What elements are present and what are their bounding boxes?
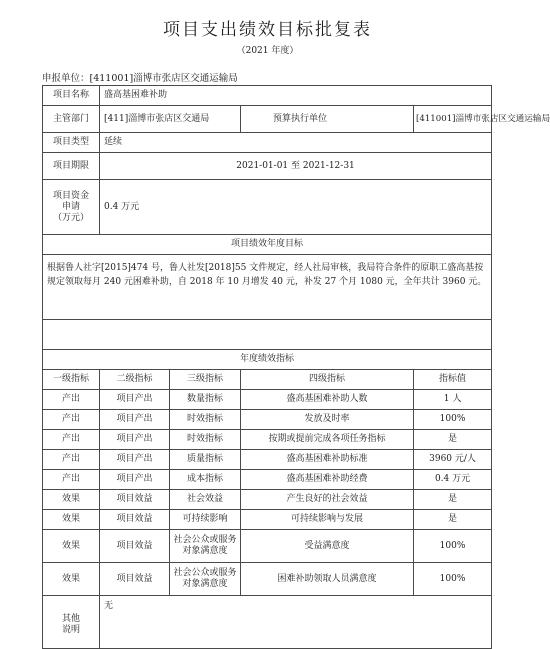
cell-l1: 产出 bbox=[43, 410, 100, 430]
cell-l4: 盛高基困难补助标准 bbox=[241, 450, 414, 470]
table-row bbox=[43, 390, 492, 410]
cell-l2: 项目产出 bbox=[100, 430, 170, 450]
cell-l1: 效果 bbox=[43, 510, 100, 530]
cell-l3: 时效指标 bbox=[170, 410, 241, 430]
cell-value: 100% bbox=[414, 410, 492, 430]
cell-value: 是 bbox=[414, 490, 492, 510]
table-row bbox=[43, 430, 492, 450]
type-value: 延续 bbox=[100, 133, 492, 153]
cell-l1: 产出 bbox=[43, 450, 100, 470]
document-title: 项目支出绩效目标批复表 bbox=[163, 20, 372, 40]
row-project-name bbox=[43, 86, 492, 106]
applicant-line bbox=[42, 70, 238, 84]
type-label: 项目类型 bbox=[43, 133, 100, 153]
column-header-l2: 二级指标 bbox=[100, 370, 170, 390]
cell-l2: 项目效益 bbox=[100, 510, 170, 530]
funding-label-line-3: （万元） bbox=[52, 212, 89, 223]
cell-l1: 产出 bbox=[43, 390, 100, 410]
cell-l1: 产出 bbox=[43, 430, 100, 450]
cell-l1: 效果 bbox=[43, 530, 100, 563]
row-indicators-heading bbox=[43, 350, 492, 370]
row-other-notes bbox=[43, 596, 492, 649]
dept-label: 主管部门 bbox=[43, 106, 100, 133]
cell-l3: 社会效益 bbox=[170, 490, 241, 510]
dept-value: [411]淄博市张店区交通局 bbox=[100, 106, 241, 133]
row-indicators-header bbox=[43, 370, 492, 390]
row-spacer bbox=[43, 320, 492, 350]
notes-label bbox=[43, 596, 100, 649]
funding-label-line-2: 申请 bbox=[61, 201, 80, 212]
blank-cell bbox=[43, 320, 492, 350]
indicators-heading: 年度绩效指标 bbox=[43, 350, 492, 370]
period-value: 2021-01-01 至 2021-12-31 bbox=[100, 153, 492, 180]
table-row bbox=[43, 410, 492, 430]
cell-l1: 效果 bbox=[43, 490, 100, 510]
document-year: （2021 年度） bbox=[236, 46, 299, 56]
cell-l4: 盛高基困难补助人数 bbox=[241, 390, 414, 410]
cell-l4: 可持续影响与发展 bbox=[241, 510, 414, 530]
cell-l2: 项目产出 bbox=[100, 410, 170, 430]
cell-l3: 社会公众或服务对象满意度 bbox=[170, 530, 241, 563]
cell-l3: 数量指标 bbox=[170, 390, 241, 410]
cell-l3: 可持续影响 bbox=[170, 510, 241, 530]
row-annual-goal-text bbox=[43, 255, 492, 320]
table-row bbox=[43, 563, 492, 596]
cell-l4: 盛高基困难补助经费 bbox=[241, 470, 414, 490]
cell-l3: 社会公众或服务对象满意度 bbox=[170, 563, 241, 596]
annual-goal-text: 根据鲁人社字[2015]474 号，鲁人社发[2018]55 文件规定，经人社局审核，我局符合条件的原职工盛高基按规定领取每月 240 元困难补助，自 2018 年 10 月增发 40 元，补发 27 个月 1080 元，全年共计 3960 元。 bbox=[43, 255, 492, 320]
row-funding bbox=[43, 180, 492, 235]
cell-l2: 项目产出 bbox=[100, 390, 170, 410]
column-header-l4: 四级指标 bbox=[241, 370, 414, 390]
cell-value: 100% bbox=[414, 563, 492, 596]
annual-goal-heading: 项目绩效年度目标 bbox=[43, 235, 492, 255]
funding-value: 0.4 万元 bbox=[100, 180, 492, 235]
notes-label-line-1: 其他 bbox=[61, 613, 80, 624]
cell-l4: 受益满意度 bbox=[241, 530, 414, 563]
table-row bbox=[43, 450, 492, 470]
table-row bbox=[43, 510, 492, 530]
project-name-label: 项目名称 bbox=[43, 86, 100, 106]
cell-value: 是 bbox=[414, 510, 492, 530]
cell-l3: 成本指标 bbox=[170, 470, 241, 490]
table-row bbox=[43, 490, 492, 510]
cell-l2: 项目效益 bbox=[100, 530, 170, 563]
cell-l1: 效果 bbox=[43, 563, 100, 596]
exec-unit-value: [411001]淄博市张店区交通运输局 bbox=[414, 106, 492, 133]
column-header-l1: 一级指标 bbox=[43, 370, 100, 390]
funding-label-line-1: 项目资金 bbox=[52, 190, 89, 201]
cell-l4: 发放及时率 bbox=[241, 410, 414, 430]
exec-unit-label: 预算执行单位 bbox=[241, 106, 414, 133]
cell-value: 是 bbox=[414, 430, 492, 450]
applicant-label: 申报单位： bbox=[42, 73, 90, 84]
period-label: 项目期限 bbox=[43, 153, 100, 180]
column-header-l3: 三级指标 bbox=[170, 370, 241, 390]
applicant-value: [411001]淄博市张店区交通运输局 bbox=[89, 73, 238, 84]
approval-table bbox=[42, 85, 550, 649]
cell-l3: 质量指标 bbox=[170, 450, 241, 470]
row-annual-goal-heading bbox=[43, 235, 492, 255]
cell-l3: 时效指标 bbox=[170, 430, 241, 450]
cell-l2: 项目产出 bbox=[100, 450, 170, 470]
funding-label bbox=[43, 180, 100, 235]
cell-value: 3960 元/人 bbox=[414, 450, 492, 470]
table-row bbox=[43, 530, 492, 563]
cell-value: 0.4 万元 bbox=[414, 470, 492, 490]
row-project-period bbox=[43, 153, 492, 180]
cell-l1: 产出 bbox=[43, 470, 100, 490]
cell-l2: 项目效益 bbox=[100, 490, 170, 510]
notes-value: 无 bbox=[100, 596, 492, 649]
cell-l4: 产生良好的社会效益 bbox=[241, 490, 414, 510]
project-name-value: 盛高基困难补助 bbox=[100, 86, 492, 106]
cell-l4: 困难补助领取人员满意度 bbox=[241, 563, 414, 596]
row-project-type bbox=[43, 133, 492, 153]
cell-value: 100% bbox=[414, 530, 492, 563]
table-row bbox=[43, 470, 492, 490]
column-header-value: 指标值 bbox=[414, 370, 492, 390]
cell-l4: 按期或提前完成各项任务指标 bbox=[241, 430, 414, 450]
cell-l2: 项目效益 bbox=[100, 563, 170, 596]
cell-value: 1 人 bbox=[414, 390, 492, 410]
notes-label-line-2: 说明 bbox=[61, 624, 80, 635]
cell-l2: 项目产出 bbox=[100, 470, 170, 490]
row-department bbox=[43, 106, 492, 133]
